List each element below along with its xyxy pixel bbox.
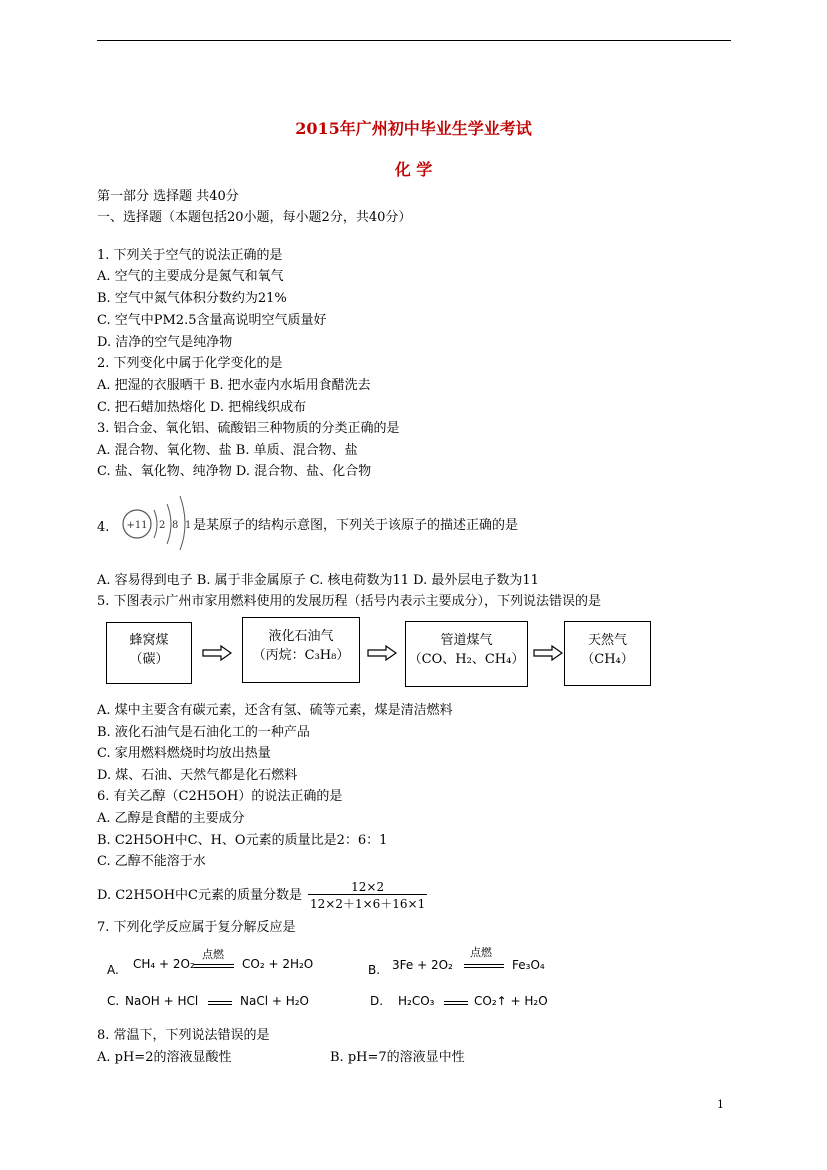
q7-a-equals-sign <box>194 964 234 968</box>
question-7: 7. 下列化学反应属于复分解反应是 <box>97 920 296 935</box>
flow-fuel-name: 管道煤气 <box>440 633 493 648</box>
q7-a-label: A. <box>107 963 119 977</box>
q5-option-c: C. 家用燃料燃烧时均放出热量 <box>97 746 271 761</box>
q7-d-products: CO₂↑ + H₂O <box>474 994 548 1008</box>
flow-fuel-component: （碳） <box>129 652 169 667</box>
question-1: 1. 下列关于空气的说法正确的是 <box>97 248 283 263</box>
flow-fuel-name: 蜂窝煤 <box>129 633 169 648</box>
q5-option-b: B. 液化石油气是石油化工的一种产品 <box>97 725 310 740</box>
question-5: 5. 下图表示广州市家用燃料使用的发展历程（括号内表示主要成分），下列说法错误的是 <box>97 594 602 609</box>
flow-box-pipeline-gas <box>405 621 528 687</box>
q7-d-equals-sign <box>444 1001 468 1005</box>
q4-options: A. 容易得到电子 B. 属于非金属原子 C. 核电荷数为11 D. 最外层电子数为11 <box>97 573 539 588</box>
q6-option-c: C. 乙醇不能溶于水 <box>97 854 206 869</box>
q7-b-products: Fe₃O₄ <box>512 958 545 972</box>
q7-d-reactants: H₂CO₃ <box>398 994 435 1008</box>
atom-shell-3: 1 <box>185 520 192 531</box>
exam-title: 2015年广州初中毕业生学业考试 <box>295 119 532 138</box>
flow-fuel-name: 天然气 <box>587 633 627 648</box>
q5-option-d: D. 煤、石油、天然气都是化石燃料 <box>97 768 298 783</box>
atom-shell-1: 2 <box>159 520 166 531</box>
q7-a-products: CO₂ + 2H₂O <box>242 957 314 971</box>
q6-option-a: A. 乙醇是食醋的主要成分 <box>97 811 245 826</box>
page-number: 1 <box>717 1098 724 1111</box>
flow-arrow-icon <box>202 645 232 661</box>
flow-fuel-component: （CO、H₂、CH₄） <box>408 652 525 667</box>
flow-box-honeycomb-coal <box>106 622 192 684</box>
fraction-numerator: 12×2 <box>351 880 385 894</box>
q1-option-a: A. 空气的主要成分是氮气和氧气 <box>97 269 284 284</box>
flow-arrow-icon <box>367 645 397 661</box>
atom-shell-2: 8 <box>172 520 179 531</box>
q2-options-ab: A. 把湿的衣服晒干 B. 把水壶内水垢用食醋洗去 <box>97 378 371 393</box>
q8-option-a: A. pH=2的溶液显酸性 <box>97 1050 232 1065</box>
q7-a-condition: 点燃 <box>202 948 224 961</box>
question-4: 是某原子的结构示意图，下列关于该原子的描述正确的是 <box>193 518 519 533</box>
part-heading: 第一部分 选择题 共40分 <box>97 189 239 204</box>
q7-c-products: NaCl + H₂O <box>240 994 310 1008</box>
q7-c-reactants: NaOH + HCl <box>125 994 199 1008</box>
q5-option-a: A. 煤中主要含有碳元素，还含有氢、硫等元素，煤是清洁燃料 <box>97 703 453 718</box>
q1-option-b: B. 空气中氮气体积分数约为21% <box>97 291 287 306</box>
flow-arrow-icon <box>533 645 563 661</box>
header-rule <box>97 40 731 41</box>
question-8: 8. 常温下，下列说法错误的是 <box>97 1028 270 1043</box>
q2-options-cd: C. 把石蜡加热熔化 D. 把棉线织成布 <box>97 400 307 415</box>
q7-b-equals-sign <box>464 964 504 968</box>
q1-option-c: C. 空气中PM2.5含量高说明空气质量好 <box>97 313 327 328</box>
q7-b-label: B. <box>368 963 381 977</box>
question-3: 3. 铝合金、氧化铝、硫酸铝三种物质的分类正确的是 <box>97 421 400 436</box>
atom-nucleus: +11 <box>126 520 148 531</box>
mass-fraction-formula <box>308 880 427 912</box>
q7-c-equals-sign <box>208 1001 232 1005</box>
q7-a-reactants: CH₄ + 2O₂ <box>133 957 195 971</box>
flow-fuel-component: （丙烷：C₃H₈） <box>252 648 350 663</box>
q3-options-ab: A. 混合物、氧化物、盐 B. 单质、混合物、盐 <box>97 443 358 458</box>
fraction-denominator: 12×2＋1×6＋16×1 <box>308 894 427 912</box>
question-4-number: 4. <box>97 520 110 535</box>
flow-box-lpg <box>242 617 360 683</box>
q7-d-label: D. <box>370 994 384 1008</box>
flow-box-natural-gas <box>564 621 651 686</box>
q7-b-condition: 点燃 <box>470 946 492 959</box>
question-2: 2. 下列变化中属于化学变化的是 <box>97 356 283 371</box>
q6-option-b: B. C2H5OH中C、H、O元素的质量比是2：6：1 <box>97 833 388 848</box>
question-6: 6. 有关乙醇（C2H5OH）的说法正确的是 <box>97 789 343 804</box>
q1-option-d: D. 洁净的空气是纯净物 <box>97 335 233 350</box>
q8-option-b: B. pH=7的溶液显中性 <box>330 1050 465 1065</box>
instructions: 一、选择题（本题包括20小题，每小题2分，共40分） <box>97 210 412 225</box>
atom-structure-diagram <box>118 488 198 550</box>
subject-title: 化 学 <box>394 160 433 179</box>
flow-fuel-name: 液化石油气 <box>268 629 334 644</box>
q7-b-reactants: 3Fe + 2O₂ <box>392 958 453 972</box>
q7-c-label: C. <box>107 994 120 1008</box>
q3-options-cd: C. 盐、氧化物、纯净物 D. 混合物、盐、化合物 <box>97 464 372 479</box>
flow-fuel-component: （CH₄） <box>581 652 634 667</box>
q6-option-d: D. C2H5OH中C元素的质量分数是 <box>97 888 302 903</box>
